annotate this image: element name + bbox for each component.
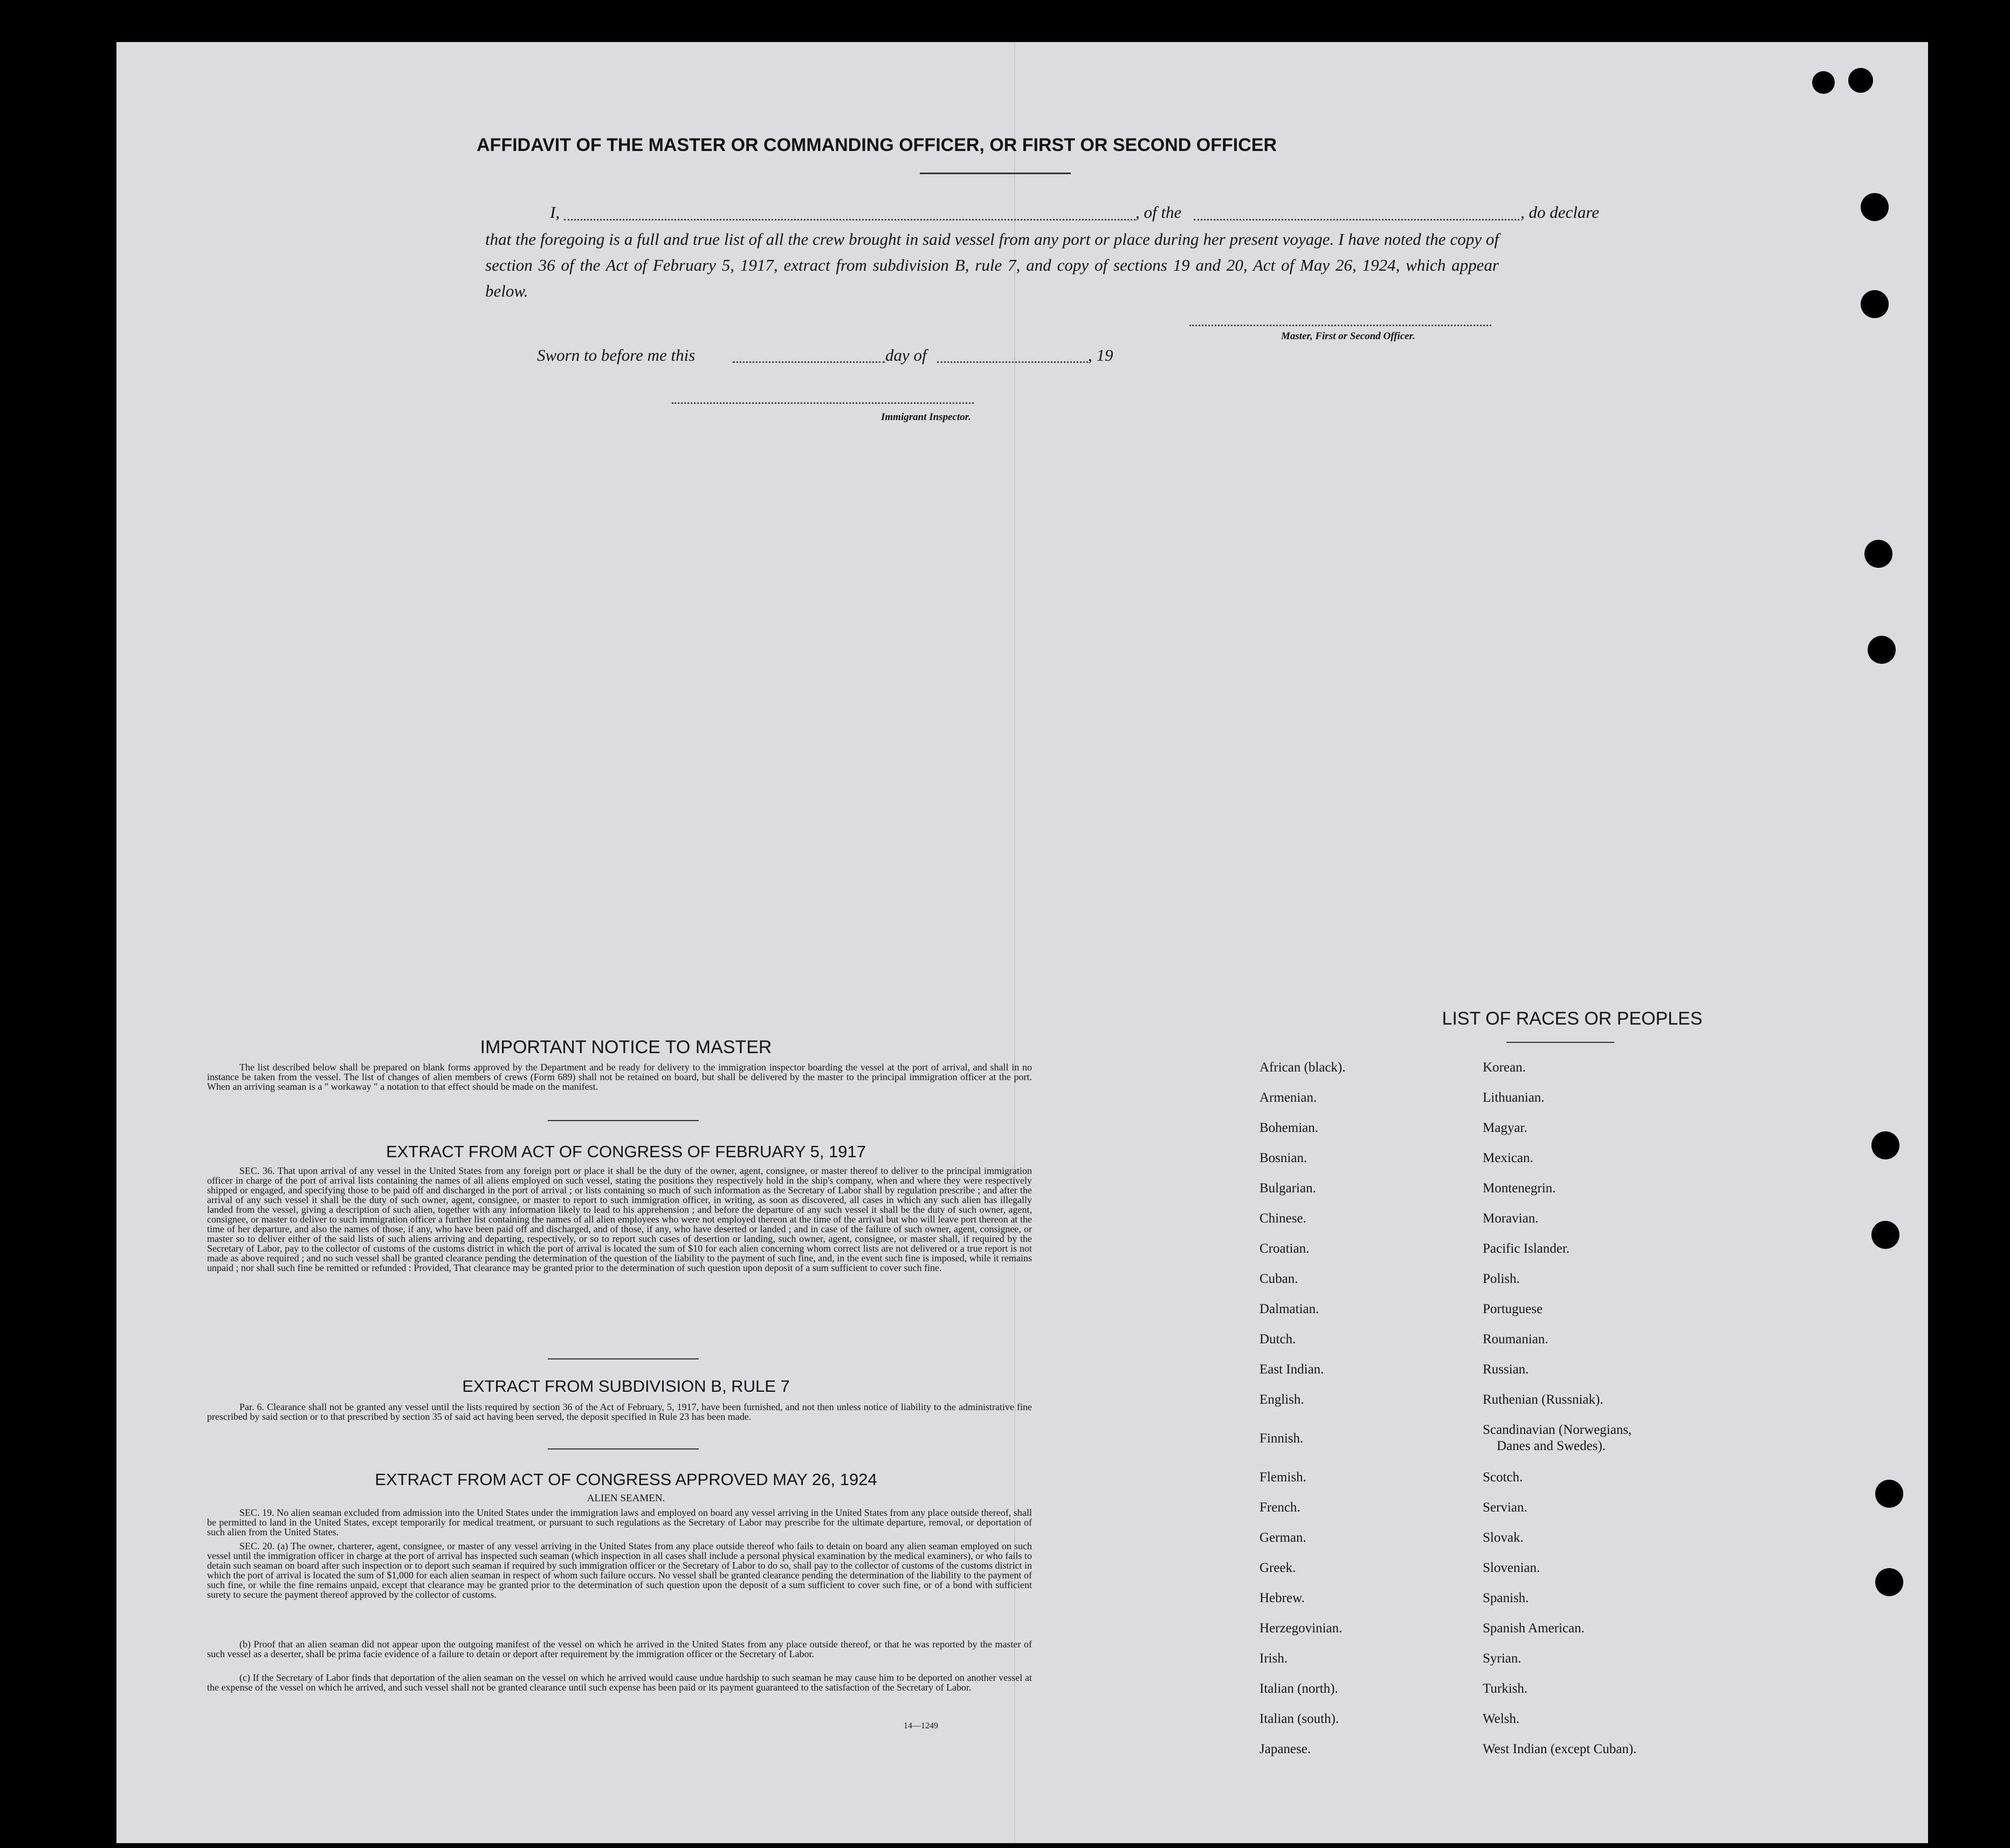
race-item: Hebrew. bbox=[1259, 1591, 1305, 1605]
notice-title: IMPORTANT NOTICE TO MASTER bbox=[480, 1037, 772, 1057]
extract-1924-subtitle: ALIEN SEAMEN. bbox=[587, 1493, 665, 1504]
race-item: Turkish. bbox=[1483, 1681, 1528, 1696]
race-item: Servian. bbox=[1483, 1500, 1527, 1515]
race-item: Dalmatian. bbox=[1259, 1302, 1319, 1316]
race-item: Slovenian. bbox=[1483, 1561, 1540, 1575]
races-underline bbox=[1506, 1042, 1614, 1043]
punch-hole bbox=[1861, 290, 1889, 318]
race-item: Montenegrin. bbox=[1483, 1181, 1556, 1196]
race-item: Irish. bbox=[1259, 1651, 1288, 1666]
sec19-body: SEC. 19. No alien seaman excluded from admission into the United States under the immigration laws and employed on board any vessel arriving in the United States from any place outside thereof, shall be permitted to land in the United States, except temporarily for medical treatment, or pursuant to such regulations as the Secretary of Labor may prescribe for the ultimate departure, removal, or deportation of such alien from the United States. bbox=[207, 1507, 1032, 1537]
year-label: , 19 bbox=[1088, 346, 1113, 365]
race-item: Polish. bbox=[1483, 1272, 1520, 1286]
race-item: East Indian. bbox=[1259, 1362, 1324, 1377]
race-item: Magyar. bbox=[1483, 1121, 1527, 1135]
punch-hole bbox=[1864, 540, 1892, 568]
punch-hole bbox=[1871, 1131, 1899, 1159]
race-item: Scandinavian (Norwegians, bbox=[1483, 1423, 1632, 1437]
punch-hole bbox=[1875, 1480, 1903, 1508]
race-item: Italian (south). bbox=[1259, 1712, 1339, 1726]
inspector-signature-line[interactable] bbox=[672, 402, 974, 404]
race-item: Ruthenian (Russniak). bbox=[1483, 1392, 1603, 1407]
extract-1924-title: EXTRACT FROM ACT OF CONGRESS APPROVED MAY 26, 1924 bbox=[375, 1470, 877, 1489]
vessel-field[interactable] bbox=[1194, 219, 1519, 221]
punch-hole bbox=[1848, 68, 1873, 93]
race-item: Spanish. bbox=[1483, 1591, 1529, 1605]
race-item: Bulgarian. bbox=[1259, 1181, 1316, 1196]
divider bbox=[548, 1358, 699, 1359]
race-item: Greek. bbox=[1259, 1561, 1296, 1575]
race-item: Roumanian. bbox=[1483, 1332, 1548, 1347]
title-underline bbox=[920, 173, 1071, 174]
race-item: Pacific Islander. bbox=[1483, 1241, 1570, 1256]
sworn-label: Sworn to before me this bbox=[537, 346, 696, 365]
sec20c-body: (c) If the Secretary of Labor finds that deportation of the alien seaman on the vessel on which he arrived would cause undue hardship to such seaman he may cause him to be deported on another vessel at the expense of the vessel on which he arrived, and such vessel shall not be granted clearance until such expense has been paid or its payment guaranteed to the satisfaction of the Secretary of Labor. bbox=[207, 1672, 1032, 1693]
race-item: Finnish. bbox=[1259, 1431, 1304, 1446]
affidavit-title: AFFIDAVIT OF THE MASTER OR COMMANDING OFFICER, OR FIRST OR SECOND OFFICER bbox=[477, 135, 1277, 155]
race-item: Armenian. bbox=[1259, 1090, 1317, 1105]
race-item: African (black). bbox=[1259, 1060, 1346, 1075]
form-number: 14—1249 bbox=[904, 1721, 938, 1730]
race-item: West Indian (except Cuban). bbox=[1483, 1742, 1637, 1756]
notice-body: The list described below shall be prepared on blank forms approved by the Department and be ready for delivery to the immigration inspector boarding the vessel at the port of arrival, and shall in no instance be taken from the vessel. The list of changes of alien members of crews (Form 689) shall not be retained on board, but shall be delivered by the master to the principal immigration officer at the port. When an arriving seaman is a " workaway " a notation to that effect should be made on the manifest. bbox=[207, 1062, 1032, 1092]
do-declare-label: , do declare bbox=[1520, 203, 1600, 222]
master-signature-label: Master, First or Second Officer. bbox=[1281, 331, 1415, 342]
punch-hole bbox=[1812, 71, 1835, 94]
race-item: Flemish. bbox=[1259, 1470, 1306, 1485]
punch-hole bbox=[1861, 193, 1889, 221]
month-field[interactable] bbox=[937, 361, 1088, 363]
race-item: Portuguese bbox=[1483, 1302, 1543, 1316]
punch-hole bbox=[1868, 636, 1896, 664]
master-signature-line[interactable] bbox=[1189, 325, 1491, 326]
extract-rule7-body: Par. 6. Clearance shall not be granted any vessel until the lists required by section 36 of the Act of February, 5, 1917, have been furnished, and not then unless notice of liability to the administrative fine prescribed by said section or to that prescribed by section 35 of said act having been served, the deposit specified in Rule 23 has been made. bbox=[207, 1402, 1032, 1422]
race-item: French. bbox=[1259, 1500, 1300, 1515]
punch-hole bbox=[1875, 1568, 1903, 1596]
race-item: Italian (north). bbox=[1259, 1681, 1338, 1696]
race-item: Bosnian. bbox=[1259, 1151, 1307, 1165]
race-item: Bohemian. bbox=[1259, 1121, 1319, 1135]
extract-1917-body: SEC. 36. That upon arrival of any vessel in the United States from any foreign port or place it shall be the duty of the owner, agent, consignee, or master thereof to deliver to the principal immigration officer in charge of the port of arrival lists containing the names of all aliens employed on such vessel, stating the positions they respectively hold in the ship's company, when and where they were respectively shipped or engaged, and specifying those to be paid off and discharged in the port of arrival ; or lists containing so much of such information as the Secretary of Labor shall by regulation prescribe ; and after the arrival of any such vessel it shall be the duty of such owner, agent, consignee, or master to report to such immigration officer, in writing, as soon as discovered, all cases in which any such alien has illegally landed from the vessel, giving a description of such alien, together with any information likely to lead to his apprehension ; and before the departure of any such vessel it shall be the duty of such owner, agent, consignee, or master to deliver to such immigration officer a further list containing the names of all alien employees who were not employed thereon at the time of the arrival but who will leave port thereon at the time of her departure, and also the names of those, if any, who have been paid off and discharged, and of those, if any, who have deserted or landed ; and in case of the failure of such owner, agent, consignee, or master so to deliver either of the said lists of such aliens arriving and departing, respectively, or so to report such cases of desertion or landing, such owner, agent, consignee, or master shall, if required by the Secretary of Labor, pay to the collector of customs of the customs district in which the port of arrival is located the sum of $10 for each alien concerning whom correct lists are not delivered or a true report is not made as above required ; and no such vessel shall be granted clearance pending the determination of the question of the liability to the payment of such fine, and, in the event such fine is imposed, while it remains unpaid ; nor shall such fine be remitted or refunded : Provided, That clearance may be granted prior to the determination of such question upon deposit of a sum sufficient to cover such fine. bbox=[207, 1165, 1032, 1273]
race-item: Chinese. bbox=[1259, 1211, 1306, 1226]
race-item: Mexican. bbox=[1483, 1151, 1533, 1165]
extract-1917-title: EXTRACT FROM ACT OF CONGRESS OF FEBRUARY 5, 1917 bbox=[386, 1142, 866, 1161]
race-item: English. bbox=[1259, 1392, 1304, 1407]
i-label: I, bbox=[550, 203, 560, 222]
name-field[interactable] bbox=[564, 219, 1135, 221]
race-item: Dutch. bbox=[1259, 1332, 1296, 1347]
affidavit-body: that the foregoing is a full and true list of all the crew brought in said vessel from any port or place during her present voyage. I have noted the copy of section 36 of the Act of February 5, 1917, extract from subdivision B, rule 7, and copy of sections 19 and 20, Act of May 26, 1924, which appear below. bbox=[485, 230, 1499, 300]
punch-hole bbox=[1871, 1221, 1899, 1249]
race-item: Slovak. bbox=[1483, 1530, 1524, 1545]
race-item: Moravian. bbox=[1483, 1211, 1539, 1226]
race-item: Japanese. bbox=[1259, 1742, 1311, 1756]
sec20a-body: SEC. 20. (a) The owner, charterer, agent, consignee, or master of any vessel arriving in the United States from any place outside thereof who fails to detain on board any alien seaman employed on such vessel until the immigration officer in charge at the port of arrival has inspected such seaman (which inspection in all cases shall include a personal physical examination by the medical examiners), or who fails to detain such seaman on board after such inspection or to deport such seaman if required by such immigration officer or the Secretary of Labor to do so, shall pay to the collector of customs of the customs district in which the port of arrival is located the sum of $1,000 for each alien seaman in respect of whom such failure occurs. No vessel shall be granted clearance pending the determination of the liability to the payment of such fine, or while the fine remains unpaid, except that clearance may be granted prior to the determination of such question upon the deposit of a sum sufficient to cover such fine, or of a bond with sufficient surety to secure the payment thereof approved by the collector of customs. bbox=[207, 1541, 1032, 1600]
divider bbox=[548, 1120, 699, 1121]
inspector-signature-label: Immigrant Inspector. bbox=[881, 411, 971, 423]
race-item: Korean. bbox=[1483, 1060, 1526, 1075]
race-item: Danes and Swedes). bbox=[1497, 1439, 1606, 1453]
race-item: Herzegovinian. bbox=[1259, 1621, 1343, 1636]
race-item: Spanish American. bbox=[1483, 1621, 1585, 1636]
race-item: Lithuanian. bbox=[1483, 1090, 1545, 1105]
extract-rule7-title: EXTRACT FROM SUBDIVISION B, RULE 7 bbox=[462, 1377, 790, 1396]
divider bbox=[548, 1448, 699, 1449]
day-field[interactable] bbox=[733, 361, 885, 363]
sec20b-body: (b) Proof that an alien seaman did not appear upon the outgoing manifest of the vessel on which he arrived in the United States from any place outside thereof, or that he was reported by the master of such vessel as a deserter, shall be prima facie evidence of a failure to detain or deport after requirement by the immigration officer or the Secretary of Labor. bbox=[207, 1639, 1032, 1659]
day-of-label: day of bbox=[885, 346, 927, 365]
race-item: Syrian. bbox=[1483, 1651, 1522, 1666]
race-item: Welsh. bbox=[1483, 1712, 1520, 1726]
race-item: Russian. bbox=[1483, 1362, 1529, 1377]
race-item: Scotch. bbox=[1483, 1470, 1523, 1485]
form-sheet bbox=[116, 42, 1928, 1843]
races-title: LIST OF RACES OR PEOPLES bbox=[1442, 1008, 1703, 1029]
of-the-label: , of the bbox=[1135, 203, 1182, 222]
race-item: Croatian. bbox=[1259, 1241, 1310, 1256]
race-item: German. bbox=[1259, 1530, 1306, 1545]
race-item: Cuban. bbox=[1259, 1272, 1298, 1286]
